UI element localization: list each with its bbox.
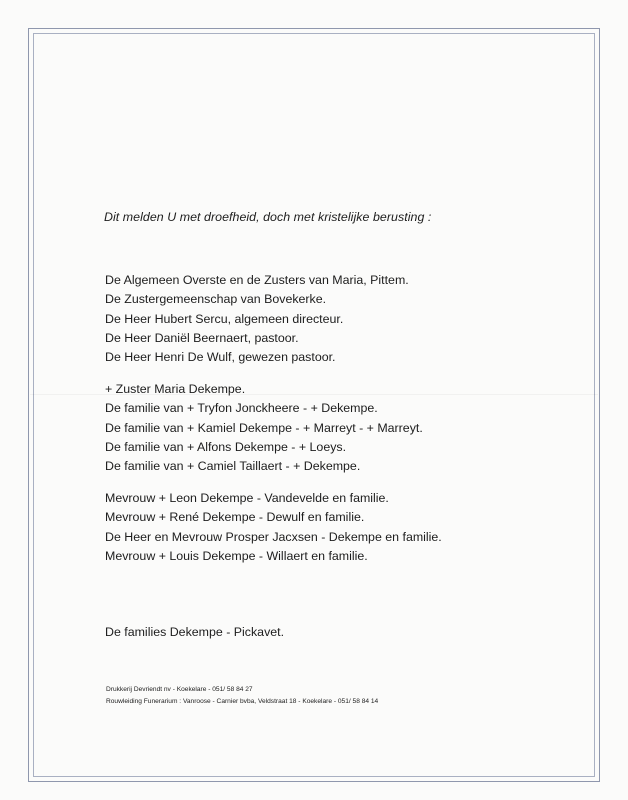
list-item: De Heer en Mevrouw Prosper Jacxsen - Dekempe en familie. [105,529,442,544]
list-item: De familie van + Camiel Taillaert - + Dekempe. [105,459,361,474]
list-item: Mevrouw + René Dekempe - Dewulf en familie. [105,510,365,525]
group-religious [105,271,409,367]
list-item: + Zuster Maria Dekempe. [105,382,246,396]
list-item: Mevrouw + Leon Dekempe - Vandevelde en familie. [105,491,389,505]
funeral-home-line: Rouwleiding Funerarium : Vanroose - Carnier bvba, Veldstraat 18 - Koekelare - 051/ 58 84 14 [106,697,379,705]
list-item: De familie van + Tryfon Jonckheere - + Dekempe. [105,401,378,416]
closing-families [105,623,284,642]
list-item: De Zustergemeenschap van Bovekerke. [105,292,327,307]
printer-line: Drukkerij Devriendt nv - Koekelare - 051/ 58 84 27 [106,686,253,693]
list-item: De familie van + Kamiel Dekempe - + Marreyt - + Marreyt. [105,420,423,435]
list-item: De Algemeen Overste en de Zusters van Maria, Pittem. [105,273,409,287]
list-item: De Heer Daniël Beernaert, pastoor. [105,330,299,345]
intro-line: Dit melden U met droefheid, doch met kristelijke berusting : [104,210,432,224]
closing-line: De families Dekempe - Pickavet. [105,625,285,639]
group-relatives [105,489,442,566]
list-item: De Heer Henri De Wulf, gewezen pastoor. [105,350,336,365]
printer-credits [106,684,378,707]
list-item: De familie van + Alfons Dekempe - + Loeys. [105,439,347,454]
group-families [105,380,423,476]
list-item: De Heer Hubert Sercu, algemeen directeur. [105,311,344,326]
list-item: Mevrouw + Louis Dekempe - Willaert en familie. [105,548,368,563]
